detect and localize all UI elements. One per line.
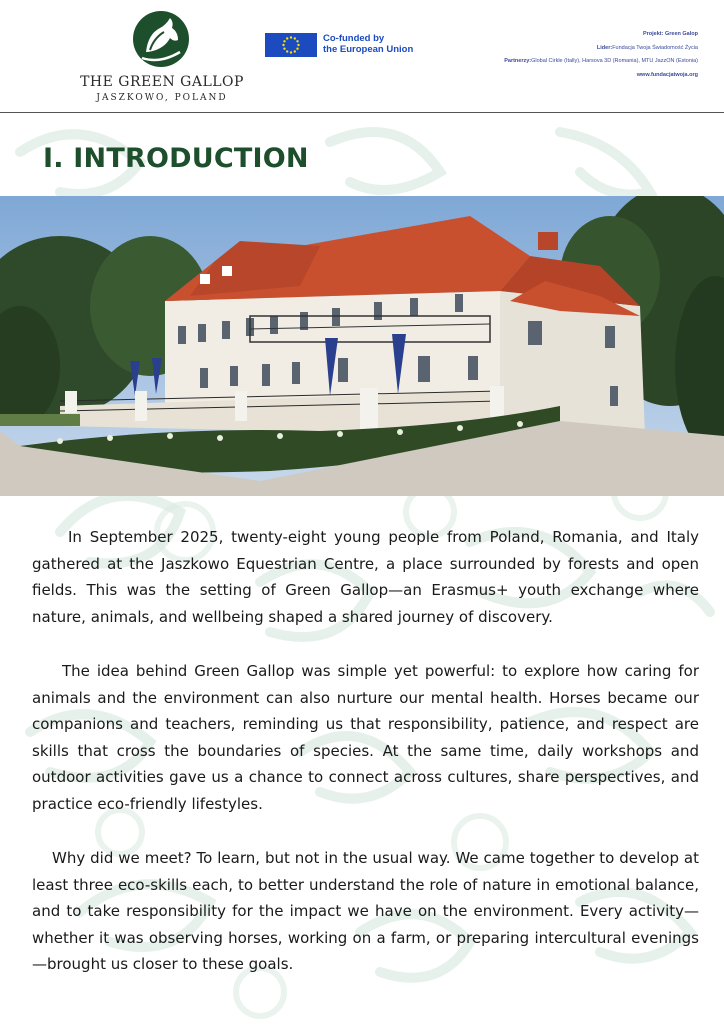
eu-cofunded-text: [323, 33, 453, 55]
project-line: Projekt: Green Galop: [642, 31, 698, 37]
eu-line-1: Co-funded by: [323, 33, 385, 44]
logo-title: THE GREEN GALLOP: [80, 74, 244, 90]
paragraph: Why did we meet? To learn, but not in the usual way. We came together to develop at least three eco-skills each, to better understand the role of nature in emotional balance, and to take responsibility for the impact we have on the environment. Every activity—whether it was observing horses, working on a farm, or preparing intercultural evenings—brought us closer to these goals.: [32, 849, 699, 973]
green-gallop-logo-icon: [132, 10, 190, 68]
header-divider: [0, 112, 724, 113]
page-header: [0, 0, 724, 112]
paragraph: In September 2025, twenty-eight young people from Poland, Romania, and Italy gathered at the Jaszkowo Equestrian Centre, a place surrounded by forests and open fields. This was the setting of Green Gallop—an Erasmus+ youth exchange where nature, animals, and wellbeing shaped a shared journey of discovery.: [32, 528, 699, 626]
project-info: [438, 28, 698, 82]
logo-subtitle: JASZKOWO, POLAND: [96, 93, 228, 103]
partners-line: Partnerzy:Global Cirkle (Itally), Harsova 3D (Romania), MTU JazzON (Estonia): [504, 58, 698, 64]
website-link[interactable]: www.fundacjatwoja.org: [636, 71, 698, 78]
eu-flag-icon: [265, 33, 317, 57]
introduction-body: [32, 524, 699, 1006]
leader-line: Lider:Fundacja Twoja Świadomość Życia: [596, 44, 698, 51]
paragraph: The idea behind Green Gallop was simple yet powerful: to explore how caring for animals and the environment can also nurture our mental health. Horses became our companions and teachers, reminding us that responsibility, patience, and respect are skills that cross the boundaries of species. At the same time, daily workshops and outdoor activities gave us a chance to connect across cultures, share perspectives, and practice eco-friendly lifestyles.: [32, 662, 699, 813]
section-title: I. INTRODUCTION: [43, 143, 309, 174]
manor-house-photo: [0, 196, 724, 496]
eu-line-2: the European Union: [323, 44, 414, 55]
